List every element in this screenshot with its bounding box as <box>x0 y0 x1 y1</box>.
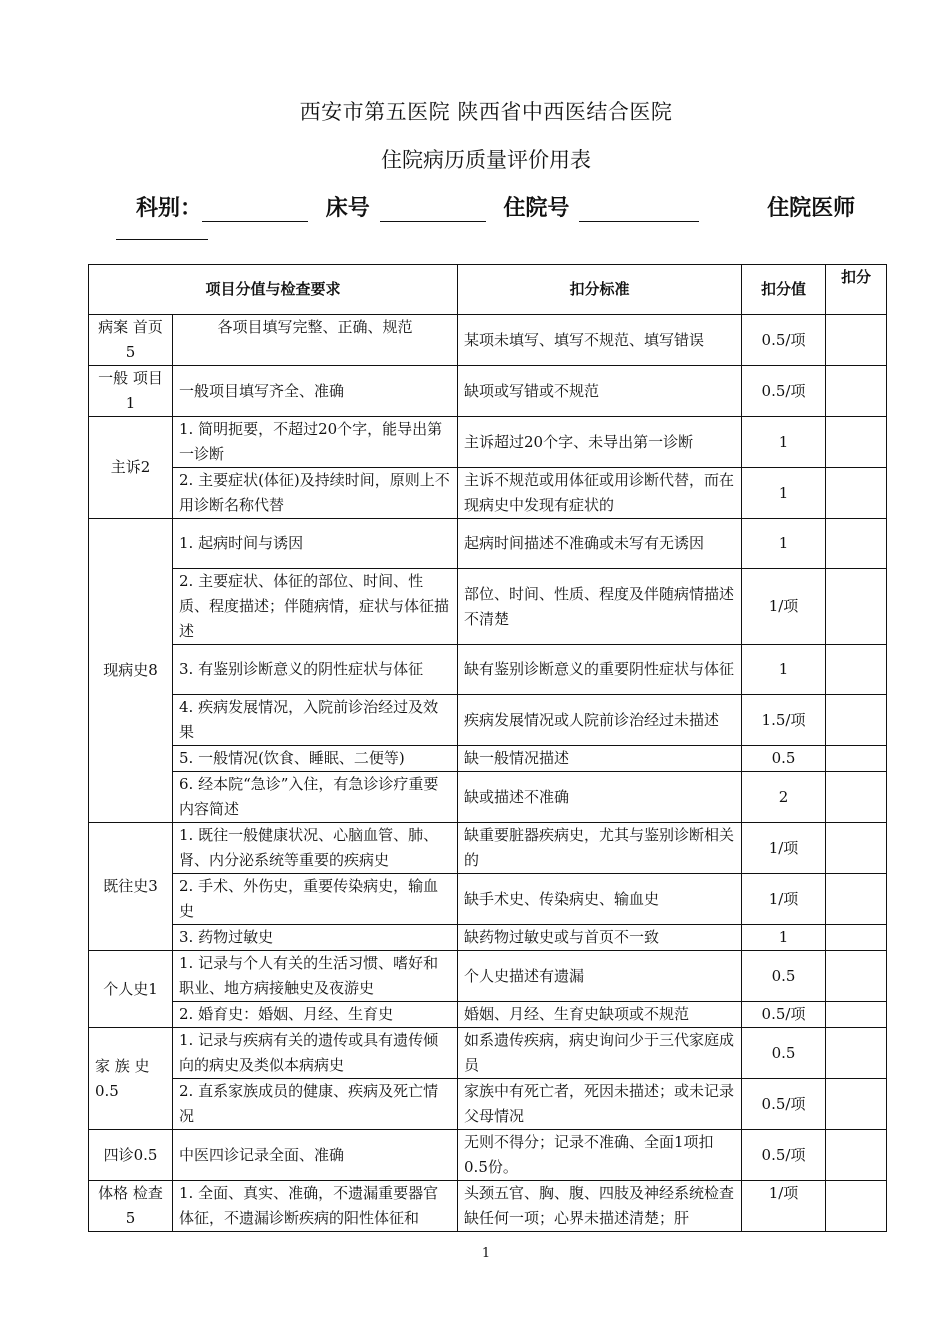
table-row <box>89 569 887 645</box>
standard-cell: 缺或描述不准确 <box>458 772 742 823</box>
standard-cell: 缺手术史、传染病史、输血史 <box>458 874 742 925</box>
value-cell: 1.5/项 <box>742 695 826 746</box>
requirement-cell: 2. 婚育史：婚姻、月经、生育史 <box>173 1002 458 1028</box>
value-cell: 2 <box>742 772 826 823</box>
value-cell: 1/项 <box>742 569 826 645</box>
standard-cell: 部位、时间、性质、程度及伴随病情描述不清楚 <box>458 569 742 645</box>
requirement-cell: 6. 经本院“急诊”入住，有急诊诊疗重要内容简述 <box>173 772 458 823</box>
requirement-cell: 1. 全面、真实、准确，不遗漏重要器官体征，不遗漏诊断疾病的阳性体征和 <box>173 1181 458 1232</box>
deduction-input-cell[interactable] <box>826 1079 887 1130</box>
standard-cell: 缺有鉴别诊断意义的重要阴性症状与体征 <box>458 645 742 695</box>
standard-cell: 缺一般情况描述 <box>458 746 742 772</box>
category-cell: 既往史3 <box>89 823 173 951</box>
value-cell: 1 <box>742 519 826 569</box>
value-cell: 0.5/项 <box>742 366 826 417</box>
table-row <box>89 823 887 874</box>
table-row <box>89 1002 887 1028</box>
category-cell: 个人史1 <box>89 951 173 1028</box>
requirement-cell: 3. 有鉴别诊断意义的阴性症状与体征 <box>173 645 458 695</box>
deduction-input-cell[interactable] <box>826 1130 887 1181</box>
requirement-cell: 3. 药物过敏史 <box>173 925 458 951</box>
deduction-input-cell[interactable] <box>826 874 887 925</box>
dept-label: 科别： <box>136 196 203 221</box>
standard-cell: 缺重要脏器疾病史，尤其与鉴别诊断相关的 <box>458 823 742 874</box>
value-cell: 1/项 <box>742 1181 826 1232</box>
header-deduction-value: 扣分值 <box>742 265 826 315</box>
bed-field[interactable] <box>380 197 486 222</box>
dept-field[interactable] <box>202 197 308 222</box>
requirement-cell: 1. 起病时间与诱因 <box>173 519 458 569</box>
doctor-field[interactable] <box>116 216 208 240</box>
table-row <box>89 1079 887 1130</box>
requirement-cell: 1. 既往一般健康状况、心脑血管、肺、肾、内分泌系统等重要的疾病史 <box>173 823 458 874</box>
standard-cell: 婚姻、月经、生育史缺项或不规范 <box>458 1002 742 1028</box>
table-row <box>89 366 887 417</box>
deduction-input-cell[interactable] <box>826 1028 887 1079</box>
requirement-cell: 1. 简明扼要，不超过20个字，能导出第一诊断 <box>173 417 458 468</box>
category-cell: 病案 首页5 <box>89 315 173 366</box>
standard-cell: 如系遗传疾病，病史询问少于三代家庭成员 <box>458 1028 742 1079</box>
requirement-cell: 2. 直系家族成员的健康、疾病及死亡情况 <box>173 1079 458 1130</box>
value-cell: 0.5/项 <box>742 1002 826 1028</box>
standard-cell: 疾病发展情况或人院前诊治经过未描述 <box>458 695 742 746</box>
value-cell: 0.5 <box>742 746 826 772</box>
page-number: 1 <box>481 1246 491 1261</box>
header-standard: 扣分标准 <box>458 265 742 315</box>
requirement-cell: 2. 主要症状、体征的部位、时间、性质、程度描述；伴随病情，症状与体征描述 <box>173 569 458 645</box>
requirement-cell: 中医四诊记录全面、准确 <box>173 1130 458 1181</box>
table-row <box>89 746 887 772</box>
table-row <box>89 1028 887 1079</box>
value-cell: 0.5/项 <box>742 315 826 366</box>
category-cell: 家 族 史 0.5 <box>89 1028 173 1130</box>
standard-cell: 主诉不规范或用体征或用诊断代替，而在现病史中发现有症状的 <box>458 468 742 519</box>
requirement-cell: 1. 记录与疾病有关的遗传或具有遗传倾向的病史及类似本病病史 <box>173 1028 458 1079</box>
deduction-input-cell[interactable] <box>826 315 887 366</box>
table-row <box>89 925 887 951</box>
table-row <box>89 695 887 746</box>
table-row <box>89 417 887 468</box>
deduction-input-cell[interactable] <box>826 772 887 823</box>
table-row <box>89 1181 887 1232</box>
table-row <box>89 951 887 1002</box>
deduction-input-cell[interactable] <box>826 951 887 1002</box>
requirement-cell: 各项目填写完整、正确、规范 <box>173 315 458 366</box>
header-requirements: 项目分值与检查要求 <box>89 265 458 315</box>
table-row <box>89 468 887 519</box>
table-row <box>89 874 887 925</box>
table-row <box>89 1130 887 1181</box>
deduction-input-cell[interactable] <box>826 417 887 468</box>
hospital-name: 西安市第五医院 陕西省中西医结合医院 <box>299 100 673 124</box>
value-cell: 0.5/项 <box>742 1079 826 1130</box>
standard-cell: 家族中有死亡者，死因未描述；或未记录父母情况 <box>458 1079 742 1130</box>
table-row <box>89 519 887 569</box>
standard-cell: 某项未填写、填写不规范、填写错误 <box>458 315 742 366</box>
value-cell: 1/项 <box>742 874 826 925</box>
admission-label: 住院号 <box>503 196 570 221</box>
deduction-input-cell[interactable] <box>826 519 887 569</box>
standard-cell: 头颈五官、胸、腹、四肢及神经系统检查缺任何一项；心界未描述清楚；肝 <box>458 1181 742 1232</box>
requirement-cell: 1. 记录与个人有关的生活习惯、嗜好和职业、地方病接触史及夜游史 <box>173 951 458 1002</box>
category-cell: 四诊0.5 <box>89 1130 173 1181</box>
standard-cell: 个人史描述有遗漏 <box>458 951 742 1002</box>
deduction-input-cell[interactable] <box>826 645 887 695</box>
category-cell: 一般 项目1 <box>89 366 173 417</box>
deduction-input-cell[interactable] <box>826 366 887 417</box>
value-cell: 1 <box>742 468 826 519</box>
category-cell: 现病史8 <box>89 519 173 823</box>
value-cell: 1/项 <box>742 823 826 874</box>
deduction-input-cell[interactable] <box>826 468 887 519</box>
deduction-input-cell[interactable] <box>826 746 887 772</box>
bed-label: 床号 <box>325 196 370 221</box>
requirement-cell: 2. 主要症状(体征)及持续时间，原则上不用诊断名称代替 <box>173 468 458 519</box>
admission-field[interactable] <box>579 197 699 222</box>
value-cell: 0.5 <box>742 1028 826 1079</box>
standard-cell: 缺药物过敏史或与首页不一致 <box>458 925 742 951</box>
requirement-cell: 2. 手术、外伤史，重要传染病史，输血史 <box>173 874 458 925</box>
category-cell: 主诉2 <box>89 417 173 519</box>
form-title: 住院病历质量评价用表 <box>381 148 591 172</box>
deduction-input-cell[interactable] <box>826 1002 887 1028</box>
header-deduction: 扣分 <box>826 265 887 315</box>
standard-cell: 主诉超过20个字、未导出第一诊断 <box>458 417 742 468</box>
value-cell: 1 <box>742 417 826 468</box>
value-cell: 0.5/项 <box>742 1130 826 1181</box>
table-row <box>89 645 887 695</box>
evaluation-table <box>88 264 887 1232</box>
requirement-cell: 4. 疾病发展情况，入院前诊治经过及效果 <box>173 695 458 746</box>
deduction-input-cell[interactable] <box>826 695 887 746</box>
doctor-label: 住院医师 <box>767 196 856 221</box>
patient-info-line <box>136 191 855 222</box>
standard-cell: 无则不得分；记录不准确、全面1项扣0.5份。 <box>458 1130 742 1181</box>
category-cell: 体格 检查5 <box>89 1181 173 1232</box>
deduction-input-cell[interactable] <box>826 569 887 645</box>
value-cell: 1 <box>742 925 826 951</box>
deduction-input-cell[interactable] <box>826 925 887 951</box>
deduction-input-cell[interactable] <box>826 823 887 874</box>
table-header-row <box>89 265 887 315</box>
requirement-cell: 5. 一般情况(饮食、睡眠、二便等) <box>173 746 458 772</box>
deduction-input-cell[interactable] <box>826 1181 887 1232</box>
table-row <box>89 772 887 823</box>
table-row <box>89 315 887 366</box>
value-cell: 1 <box>742 645 826 695</box>
standard-cell: 缺项或写错或不规范 <box>458 366 742 417</box>
value-cell: 0.5 <box>742 951 826 1002</box>
requirement-cell: 一般项目填写齐全、准确 <box>173 366 458 417</box>
standard-cell: 起病时间描述不准确或未写有无诱因 <box>458 519 742 569</box>
